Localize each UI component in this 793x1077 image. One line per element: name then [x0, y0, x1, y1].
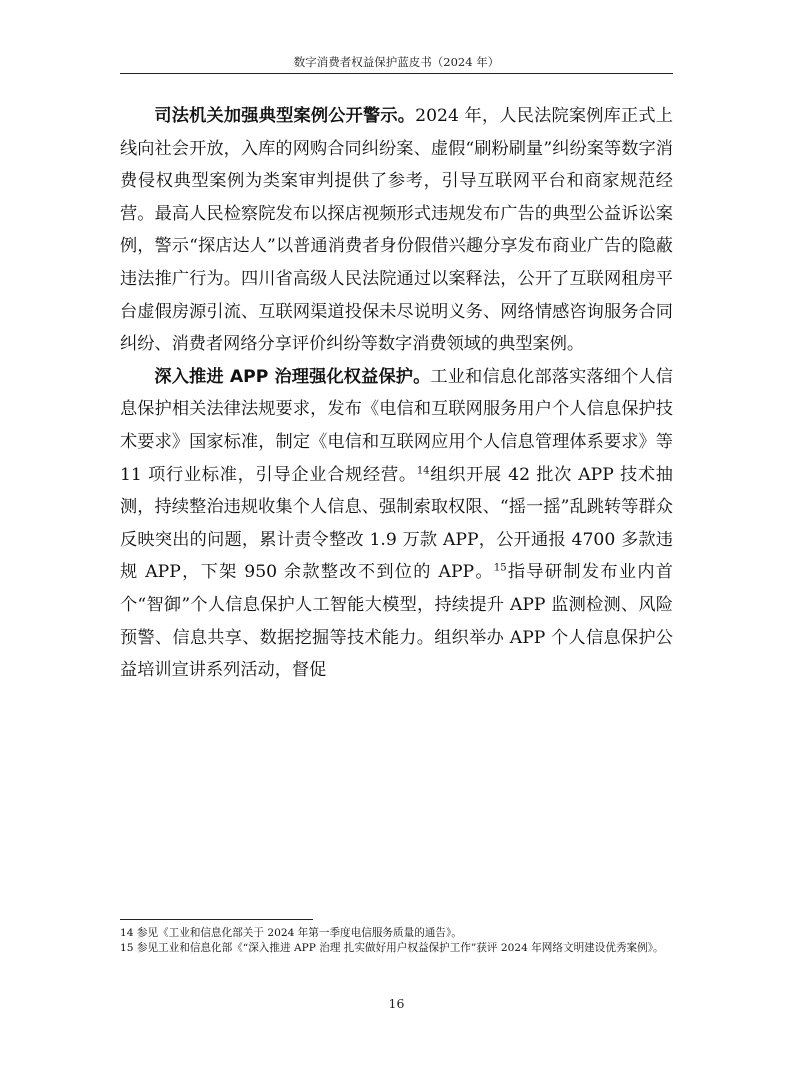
footnote-14: [120, 926, 673, 941]
paragraph-lead: 深入推进 APP 治理强化权益保护。: [154, 366, 431, 387]
paragraph-body-part-2: 组织开展 42 批次 APP 技术抽测，持续整治违规收集个人信息、强制索取权限、“摇一摇”乱跳转等群众反映突出的问题，累计责令整改 1.9 万款 APP，公开通报 4700 多款违规 APP，下架 950 余款整改不到位的 APP。: [120, 464, 673, 583]
running-header: 数字消费者权益保护蓝皮书（2024 年）: [293, 55, 500, 69]
paragraph-app-governance: [120, 361, 673, 687]
footnote-ref-15[interactable]: 15: [493, 562, 507, 574]
paragraph-judicial-cases: [120, 100, 673, 361]
footnote-rule: [120, 919, 313, 920]
footnote-text: 参见《工业和信息化部关于 2024 年第一季度电信服务质量的通告》。: [136, 927, 462, 939]
footnotes: [120, 926, 673, 955]
footnote-number: 14: [120, 927, 134, 939]
footnote-text: 参见工业和信息化部《“深入推进 APP 治理 扎实做好用户权益保护工作”获评 2024 年网络文明建设优秀案例》。: [136, 941, 664, 954]
paragraph-lead: 司法机关加强典型案例公开警示。: [154, 106, 416, 126]
paragraph-body: 2024 年，人民法院案例库正式上线向社会开放，入库的网购合同纠纷案、虚假“刷粉刷量”纠纷案等数字消费侵权典型案例为类案审判提供了参考，引导互联网平台和商家规范经营。最高人民检察院发布以探店视频形式违规发布广告的典型公益诉讼案例，警示“探店达人”以普通消费者身份假借兴趣分享发布商业广告的隐蔽违法推广行为。四川省高级人民法院通过以案释法，公开了互联网租房平台虚假房源引流、互联网渠道投保未尽说明义务、网络情感咨询服务合同纠纷、消费者网络分享评价纠纷等数字消费领域的典型案例。: [120, 106, 673, 355]
paragraph-body-part-3: 指导研制发布业内首个“智御”个人信息保护人工智能大模型，持续提升 APP 监测检测、风险预警、信息共享、数据挖掘等技术能力。组织举办 APP 个人信息保护公益培训宣讲系列活动，督促: [120, 562, 673, 681]
footnote-ref-14[interactable]: 14: [416, 464, 430, 476]
main-text: [120, 100, 673, 687]
paragraph-body-part-1: 工业和信息化部落实落细个人信息保护相关法律法规要求，发布《电信和互联网服务用户个人信息保护技术要求》国家标准，制定《电信和互联网应用个人信息管理体系要求》等 11 项行业标准，引导企业合规经营。: [120, 366, 673, 485]
footnote-15: [120, 941, 673, 956]
footnote-number: 15: [120, 941, 134, 954]
page-number: 16: [388, 996, 405, 1011]
header-rule: [120, 73, 673, 74]
